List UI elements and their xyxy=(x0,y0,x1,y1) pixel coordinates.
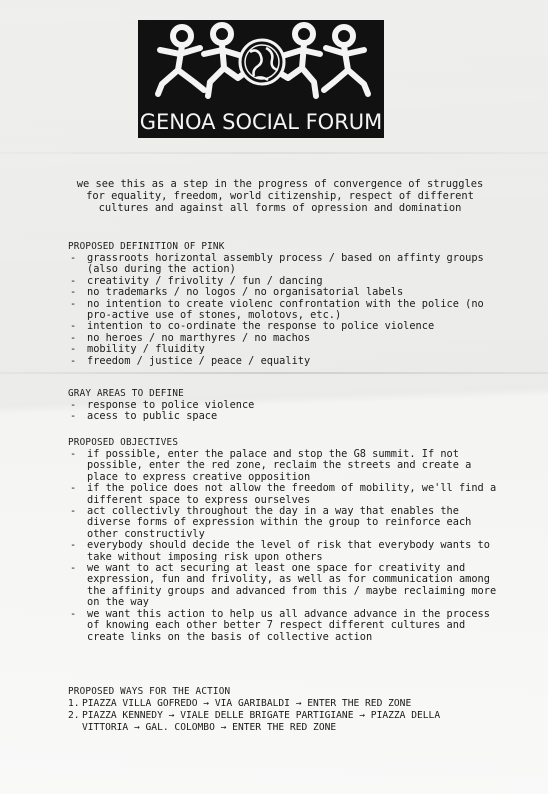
list-item: - we want to act securing at least one space for creativity and expression, fun and frivolity, as well as for communication among the affinity groups and advanced from this / maybe reclaiming more on the way xyxy=(70,562,497,609)
objectives-heading: PROPOSED OBJECTIVES xyxy=(68,437,179,448)
list-item: - no trademarks / no logos / no organisatorial labels xyxy=(70,286,404,299)
ways-section xyxy=(68,686,538,734)
list-item: - no intention to create violenc confrontation with the police (no pro-active use of stones, molotovs, etc.) xyxy=(70,297,484,322)
route-item: 1. PIAZZA VILLA GOFREDO → VIA GARIBALDI → ENTER THE RED ZONE xyxy=(68,698,412,709)
definition-heading: PROPOSED DEFINITION OF PINK xyxy=(68,241,225,252)
list-item: - no heroes / no marthyres / no machos xyxy=(70,331,311,344)
gray-areas-list xyxy=(68,400,508,423)
list-item: - if possible, enter the palace and stop the G8 summit. If not possible, enter the red zone, reclaim the streets and create a place to express creative opposition xyxy=(70,448,472,483)
paper-crease xyxy=(0,152,548,154)
intro-statement: we see this as a step in the progress of convergence of struggles for equality, freedom, world citizenship, respect of different cultures and against all forms of opression and domination xyxy=(76,178,484,214)
logo-wordmark: GENOA SOCIAL FORUM xyxy=(139,110,383,134)
list-item: - grassroots horizontal assembly process / based on affinty groups (also during the action) xyxy=(70,252,484,276)
list-item: - creativity / frivolity / fun / dancing xyxy=(70,274,323,287)
ways-heading: PROPOSED WAYS FOR THE ACTION xyxy=(68,686,231,697)
list-item: - freedom / justice / peace / equality xyxy=(70,354,311,367)
definition-list xyxy=(68,253,508,367)
list-item: - if the police does not allow the freedom of mobility, we'll find a different space to express ourselves xyxy=(70,482,497,506)
objectives-section xyxy=(68,437,508,643)
paper-fold xyxy=(0,372,548,374)
list-item: - act collectivly throughout the day in a way that enables the diverse forms of expression within the group to reinforce each other constructivly xyxy=(70,505,472,540)
route-item: 2. PIAZZA KENNEDY → VIALE DELLE BRIGATE PARTIGIANE → PIAZZA DELLA xyxy=(68,710,441,721)
list-item: - we want this action to help us all advance advance in the process of knowing each other better 7 respect different cultures and create links on the basis of collective action xyxy=(70,607,490,643)
dancing-figures-globe-icon xyxy=(138,20,384,112)
route-item-continuation: VITTORIA → GAL. COLOMBO → ENTER THE RED ZONE xyxy=(82,722,337,733)
list-item: - everybody should decide the level of risk that everybody wants to take without imposing risk upon others xyxy=(70,539,490,563)
gray-areas-section xyxy=(68,388,508,423)
gray-areas-heading: GRAY AREAS TO DEFINE xyxy=(68,388,184,399)
list-item: - intention to co-ordinate the response to police violence xyxy=(70,320,435,333)
definition-section xyxy=(68,241,508,367)
list-item: - acess to public space xyxy=(70,410,218,423)
genoa-social-forum-logo xyxy=(138,20,384,138)
list-item: - mobility / fluidity xyxy=(70,343,205,356)
list-item: - response to police violence xyxy=(70,399,255,411)
objectives-list xyxy=(68,449,508,643)
